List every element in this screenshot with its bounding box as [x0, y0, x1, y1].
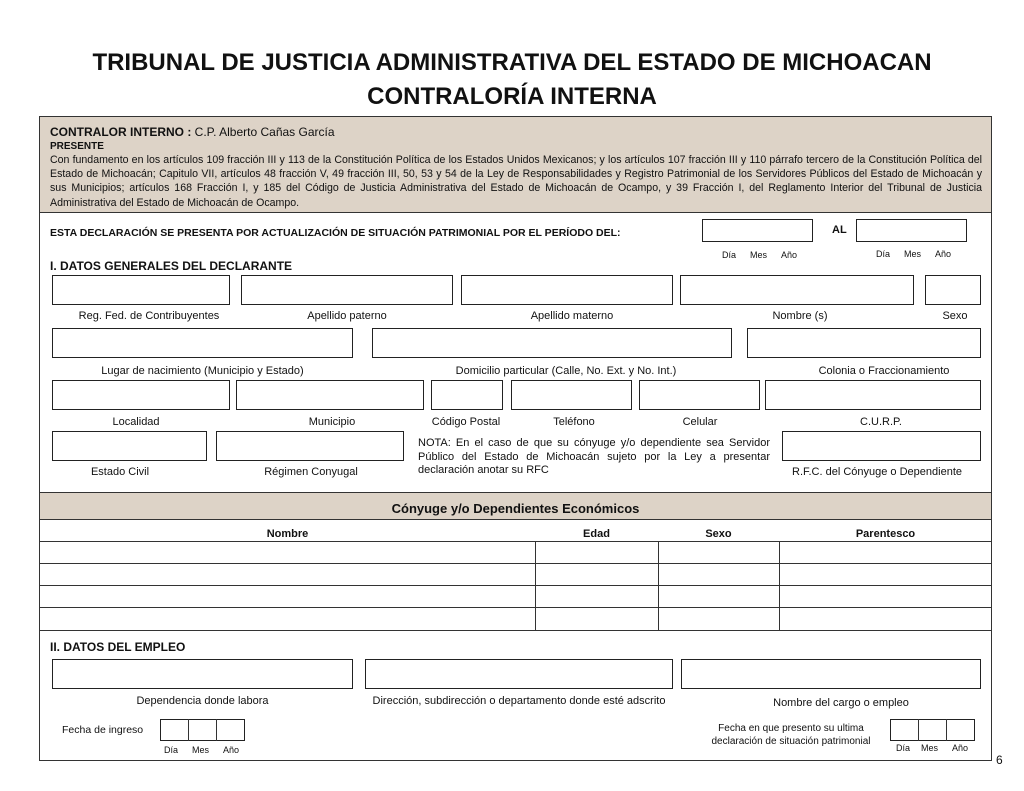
- contralor-label: CONTRALOR INTERNO :: [50, 125, 192, 139]
- apellido-paterno-label: Apellido paterno: [307, 310, 387, 322]
- sexo-field[interactable]: [925, 275, 981, 305]
- apellido-materno-field[interactable]: [461, 275, 673, 305]
- celular-label: Celular: [682, 416, 718, 428]
- fecha-ingreso-field[interactable]: [160, 719, 245, 741]
- nombre-label: Nombre (s): [772, 310, 828, 322]
- section2-title: II. DATOS DEL EMPLEO: [50, 640, 186, 654]
- direccion-label: Dirección, subdirección o departamento donde esté adscrito: [372, 695, 666, 707]
- date-divider: [188, 719, 189, 741]
- table-col-line: [535, 541, 536, 630]
- table-col-line: [779, 541, 780, 630]
- lugar-nacimiento-label: Lugar de nacimiento (Municipio y Estado): [101, 365, 304, 377]
- page-subtitle: CONTRALORÍA INTERNA: [367, 83, 657, 110]
- localidad-label: Localidad: [112, 416, 160, 428]
- cargo-label: Nombre del cargo o empleo: [773, 697, 909, 709]
- contralor-line: [50, 125, 335, 139]
- periodo-desde-field[interactable]: [702, 219, 813, 242]
- telefono-field[interactable]: [511, 380, 632, 410]
- rfc-label: Reg. Fed. de Contribuyentes: [78, 310, 220, 322]
- localidad-field[interactable]: [52, 380, 230, 410]
- col-edad-header: Edad: [583, 528, 610, 540]
- rfc-field[interactable]: [52, 275, 230, 305]
- periodo-al-label: AL: [832, 224, 847, 236]
- col-nombre-header: Nombre: [266, 528, 309, 540]
- codigo-postal-field[interactable]: [431, 380, 503, 410]
- desde-anio-label: Año: [781, 250, 798, 260]
- fecha-ultima-field[interactable]: [890, 719, 975, 741]
- apellido-paterno-field[interactable]: [241, 275, 453, 305]
- regimen-conyugal-label: Régimen Conyugal: [264, 466, 358, 478]
- celular-field[interactable]: [639, 380, 760, 410]
- dependientes-title: Cónyuge y/o Dependientes Económicos: [391, 501, 640, 516]
- periodo-label: ESTA DECLARACIÓN SE PRESENTA POR ACTUALIZACIÓN DE SITUACIÓN PATRIMONIAL POR EL PERÍODO DEL:: [50, 227, 621, 239]
- telefono-label: Teléfono: [553, 416, 595, 428]
- hasta-dia-label: Día: [876, 249, 891, 259]
- fecha-ultima-label: Fecha en que presento su ultima declaración de situación patrimonial: [711, 723, 871, 747]
- domicilio-field[interactable]: [372, 328, 732, 358]
- nombre-field[interactable]: [680, 275, 914, 305]
- ingreso-dia-label: Día: [164, 745, 179, 755]
- rfc-conyuge-field[interactable]: [782, 431, 981, 461]
- table-row-line: [39, 630, 992, 631]
- dependencia-label: Dependencia donde labora: [136, 695, 269, 707]
- page-number: 6: [996, 753, 1003, 767]
- page-title: TRIBUNAL DE JUSTICIA ADMINISTRATIVA DEL ESTADO DE MICHOACAN: [92, 49, 932, 76]
- curp-field[interactable]: [765, 380, 981, 410]
- fecha-ingreso-label: Fecha de ingreso: [62, 724, 144, 736]
- presente-label: PRESENTE: [50, 141, 104, 152]
- divider: [39, 519, 992, 520]
- periodo-hasta-field[interactable]: [856, 219, 967, 242]
- col-sexo-header: Sexo: [705, 528, 732, 540]
- ultima-dia-label: Día: [896, 743, 911, 753]
- date-divider: [216, 719, 217, 741]
- table-row-line: [39, 607, 992, 608]
- domicilio-label: Domicilio particular (Calle, No. Ext. y No. Int.): [455, 365, 677, 377]
- municipio-label: Municipio: [308, 416, 356, 428]
- sexo-label: Sexo: [942, 310, 968, 322]
- hasta-anio-label: Año: [935, 249, 952, 259]
- divider: [39, 212, 992, 213]
- contralor-name: C.P. Alberto Cañas García: [194, 125, 335, 139]
- nota-conyuge: NOTA: En el caso de que su cónyuge y/o dependiente sea Servidor Público del Estado de Michoacán sujeto por la Ley a presentar declaración anotar su RFC: [418, 437, 770, 476]
- direccion-field[interactable]: [365, 659, 673, 689]
- desde-mes-label: Mes: [750, 250, 768, 260]
- colonia-label: Colonia o Fraccionamiento: [818, 365, 950, 377]
- dependencia-field[interactable]: [52, 659, 353, 689]
- municipio-field[interactable]: [236, 380, 424, 410]
- desde-dia-label: Día: [722, 250, 737, 260]
- table-col-line: [658, 541, 659, 630]
- date-divider: [946, 719, 947, 741]
- ingreso-mes-label: Mes: [192, 745, 210, 755]
- ultima-anio-label: Año: [952, 743, 969, 753]
- hasta-mes-label: Mes: [904, 249, 922, 259]
- table-row-line: [39, 585, 992, 586]
- rfc-conyuge-label: R.F.C. del Cónyuge o Dependiente: [792, 466, 962, 478]
- lugar-nacimiento-field[interactable]: [52, 328, 353, 358]
- ultima-mes-label: Mes: [921, 743, 939, 753]
- regimen-conyugal-field[interactable]: [216, 431, 404, 461]
- codigo-postal-label: Código Postal: [431, 416, 501, 428]
- estado-civil-label: Estado Civil: [90, 466, 150, 478]
- ingreso-anio-label: Año: [223, 745, 240, 755]
- col-parentesco-header: Parentesco: [855, 528, 916, 540]
- section1-title: I. DATOS GENERALES DEL DECLARANTE: [50, 259, 293, 273]
- date-divider: [918, 719, 919, 741]
- estado-civil-field[interactable]: [52, 431, 207, 461]
- curp-label: C.U.R.P.: [860, 416, 902, 428]
- table-row-line: [39, 541, 992, 542]
- colonia-field[interactable]: [747, 328, 981, 358]
- table-row-line: [39, 563, 992, 564]
- apellido-materno-label: Apellido materno: [530, 310, 614, 322]
- cargo-field[interactable]: [681, 659, 981, 689]
- legal-paragraph: Con fundamento en los artículos 109 fracción III y 113 de la Constitución Política de los Estados Unidos Mexicanos; y los artículos 107 fracción III y 110 párrafo tercero de la Constitución Política del Estado de Michoacán; Capitulo VII, artículos 48 fracción V, 49 fracción III, 50, 53 y 54 de la Ley de Responsabilidades y Registro Patrimonial de los Servidores Públicos del Estado de Michoacán y sus Municipios; artículos 168 Fracción I, y 185 del Código de Justicia Administrativa del Estado de Michoacán de Ocampo, y 39 Fracción I, del Reglamento Interior del Tribunal de Justicia Administrativa del Estado de Michoacán de Ocampo.: [50, 154, 982, 209]
